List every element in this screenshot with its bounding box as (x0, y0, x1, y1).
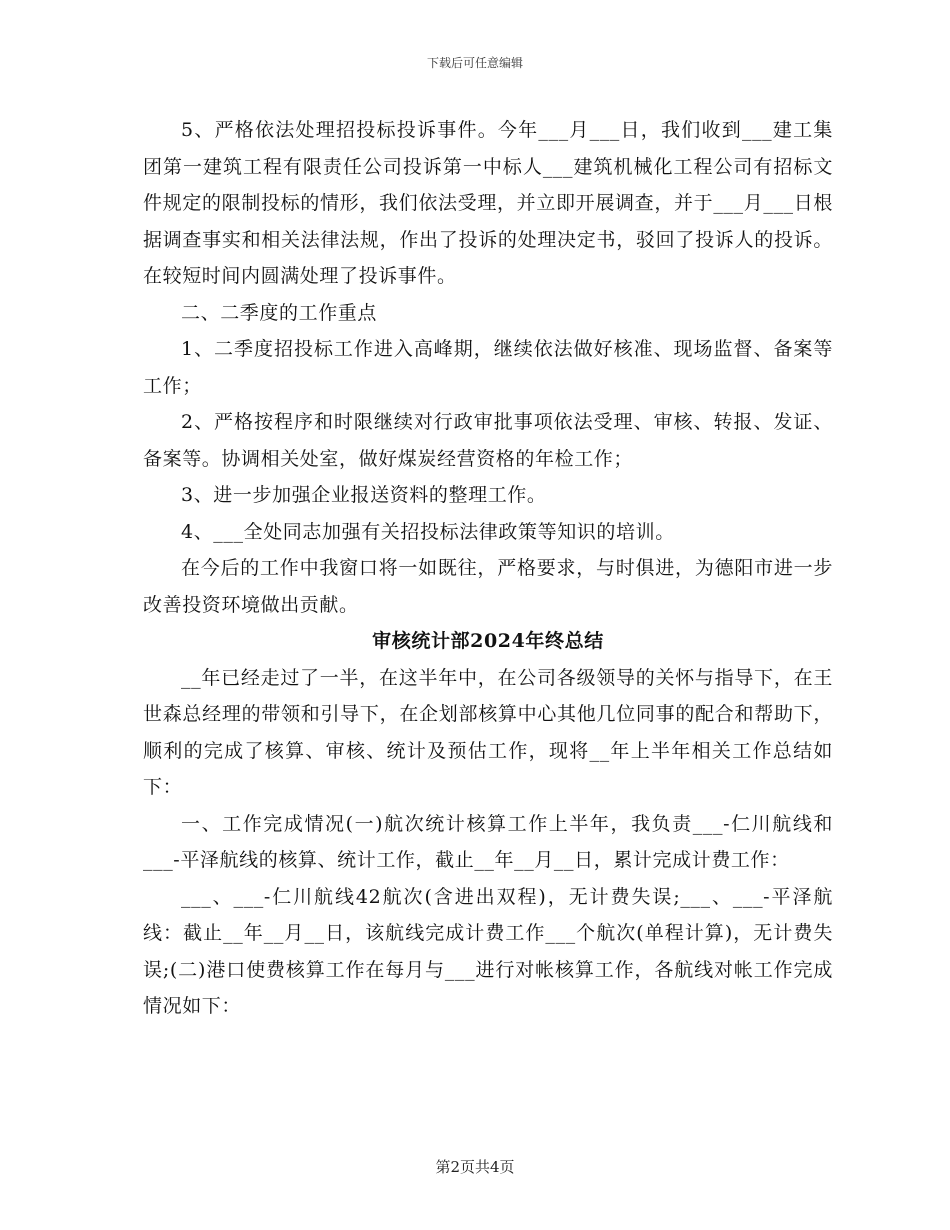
paragraph-work-status: 一、工作完成情况(一)航次统计核算工作上半年，我负责___-仁川航线和___-平泽航线的核算、统计工作，截止__年__月__日，累计完成计费工作： (143, 812, 833, 871)
paragraph-q2-item-4: 4、___全处同志加强有关招投标法律政策等知识的培训。 (181, 520, 675, 543)
page-number: 第2页共4页 (435, 1158, 515, 1176)
paragraph-intro: __年已经走过了一半，在这半年中，在公司各级领导的关怀与指导下，在王世森总经理的带领和引导下，在企划部核算中心其他几位同事的配合和帮助下，顺利的完成了核算、审核、统计及预估工作，现将__年上半年相关工作总结如下： (143, 666, 833, 798)
paragraph-q2-item-2: 2、严格按程序和时限继续对行政审批事项依法受理、审核、转报、发证、备案等。协调相关处室，做好煤炭经营资格的年检工作； (143, 411, 833, 470)
heading-q2-focus: 二、二季度的工作重点 (181, 301, 378, 324)
paragraph-complaint-handling: 5、严格依法处理招投标投诉事件。今年___月___日，我们收到___建工集团第一建筑工程有限责任公司投诉第一中标人___建筑机械化工程公司有招标文件规定的限制投标的情形，我们依法受理，并立即开展调查，并于___月___日根据调查事实和相关法律法规，作出了投诉的处理决定书，驳回了投诉人的投诉。在较短时间内圆满处理了投诉事件。 (143, 119, 833, 287)
document-title: 审核统计部2024年终总结 (372, 630, 604, 652)
header-note: 下载后可任意编辑 (426, 56, 523, 70)
paragraph-q2-item-1: 1、二季度招投标工作进入高峰期，继续依法做好核准、现场监督、备案等工作； (143, 338, 833, 397)
document-body (143, 112, 833, 1025)
paragraph-route-details: ___、___-仁川航线42航次(含进出双程)，无计费失误;___、___-平泽航线：截止__年__月__日，该航线完成计费工作___个航次(单程计算)，无计费失误;(二)港口使费核算工作在每月与___进行对帐核算工作，各航线对帐工作完成情况如下： (143, 885, 833, 1017)
paragraph-q2-item-3: 3、进一步加强企业报送资料的整理工作。 (181, 484, 547, 506)
paragraph-closing: 在今后的工作中我窗口将一如既往，严格要求，与时俱进，为德阳市进一步改善投资环境做出贡献。 (143, 557, 833, 616)
